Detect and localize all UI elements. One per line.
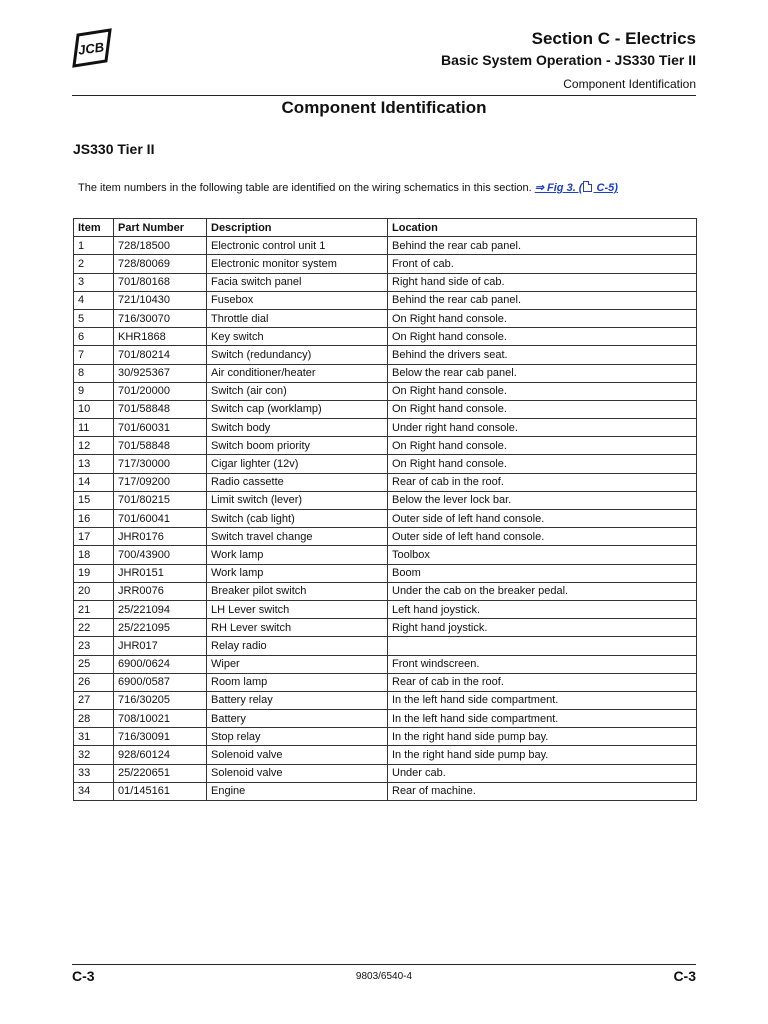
cell-description: LH Lever switch: [207, 600, 388, 618]
cell-item: 7: [74, 346, 114, 364]
cell-item: 3: [74, 273, 114, 291]
cell-location: Rear of machine.: [388, 782, 697, 800]
cell-description: Fusebox: [207, 291, 388, 309]
cell-part-number: 728/18500: [114, 237, 207, 255]
table-row: [74, 746, 697, 764]
table-row: [74, 564, 697, 582]
table-row: [74, 382, 697, 400]
cell-item: 8: [74, 364, 114, 382]
cell-item: 12: [74, 437, 114, 455]
cell-part-number: 728/80069: [114, 255, 207, 273]
cell-item: 6: [74, 328, 114, 346]
cell-part-number: 708/10021: [114, 710, 207, 728]
cell-description: Switch (cab light): [207, 510, 388, 528]
cell-item: 22: [74, 619, 114, 637]
cell-location: Below the lever lock bar.: [388, 491, 697, 509]
intro-text: The item numbers in the following table are identified on the wiring schematics in this section.: [78, 182, 532, 194]
cell-location: Right hand side of cab.: [388, 273, 697, 291]
cell-location: In the left hand side compartment.: [388, 710, 697, 728]
cell-item: 13: [74, 455, 114, 473]
cell-location: Right hand joystick.: [388, 619, 697, 637]
cell-item: 5: [74, 309, 114, 327]
cell-location: Front of cab.: [388, 255, 697, 273]
cell-location: Front windscreen.: [388, 655, 697, 673]
table-row: [74, 528, 697, 546]
cell-location: On Right hand console.: [388, 309, 697, 327]
cell-description: Radio cassette: [207, 473, 388, 491]
cell-part-number: 716/30070: [114, 309, 207, 327]
figure-link[interactable]: [535, 182, 618, 194]
cell-item: 18: [74, 546, 114, 564]
cell-description: Facia switch panel: [207, 273, 388, 291]
table-row: [74, 728, 697, 746]
topic-label: Component Identification: [563, 77, 696, 91]
table-row: [74, 473, 697, 491]
cell-item: 17: [74, 528, 114, 546]
cell-description: Air conditioner/heater: [207, 364, 388, 382]
cell-part-number: 01/145161: [114, 782, 207, 800]
cell-description: Switch cap (worklamp): [207, 400, 388, 418]
table-body: [74, 237, 697, 801]
cell-part-number: 716/30091: [114, 728, 207, 746]
cell-part-number: 25/220651: [114, 764, 207, 782]
footer-divider: [72, 964, 696, 965]
table-row: [74, 582, 697, 600]
cell-part-number: JHR017: [114, 637, 207, 655]
table-row: [74, 437, 697, 455]
cell-item: 10: [74, 400, 114, 418]
cell-description: Solenoid valve: [207, 764, 388, 782]
cell-location: Behind the rear cab panel.: [388, 291, 697, 309]
cell-location: On Right hand console.: [388, 382, 697, 400]
cell-description: Engine: [207, 782, 388, 800]
arrow-icon: ⇒: [534, 182, 544, 194]
page-title: Component Identification: [281, 98, 487, 117]
table-row: [74, 291, 697, 309]
table-row: [74, 419, 697, 437]
cell-description: Cigar lighter (12v): [207, 455, 388, 473]
cell-location: [388, 637, 697, 655]
cell-location: Left hand joystick.: [388, 600, 697, 618]
cell-description: Switch body: [207, 419, 388, 437]
cell-part-number: 25/221094: [114, 600, 207, 618]
table-row: [74, 691, 697, 709]
table-row: [74, 764, 697, 782]
table-row: [74, 328, 697, 346]
cell-description: Breaker pilot switch: [207, 582, 388, 600]
cell-location: Under right hand console.: [388, 419, 697, 437]
table-row: [74, 455, 697, 473]
cell-part-number: 716/30205: [114, 691, 207, 709]
figure-link-label: Fig 3. (: [547, 182, 583, 194]
cell-item: 4: [74, 291, 114, 309]
column-header-part-number: Part Number: [114, 219, 207, 237]
cell-item: 9: [74, 382, 114, 400]
cell-location: Rear of cab in the roof.: [388, 673, 697, 691]
cell-location: Rear of cab in the roof.: [388, 473, 697, 491]
table-row: [74, 673, 697, 691]
document-number: 9803/6540-4: [355, 971, 413, 982]
cell-item: 25: [74, 655, 114, 673]
cell-part-number: 701/80214: [114, 346, 207, 364]
table-row: [74, 510, 697, 528]
cell-item: 32: [74, 746, 114, 764]
cell-item: 31: [74, 728, 114, 746]
cell-location: Outer side of left hand console.: [388, 528, 697, 546]
cell-item: 34: [74, 782, 114, 800]
cell-part-number: JHR0151: [114, 564, 207, 582]
cell-item: 21: [74, 600, 114, 618]
cell-part-number: JRR0076: [114, 582, 207, 600]
cell-location: Under cab.: [388, 764, 697, 782]
table-row: [74, 655, 697, 673]
table-row: [74, 255, 697, 273]
cell-description: RH Lever switch: [207, 619, 388, 637]
cell-part-number: 717/30000: [114, 455, 207, 473]
cell-description: Work lamp: [207, 546, 388, 564]
cell-part-number: 25/221095: [114, 619, 207, 637]
cell-part-number: 701/80168: [114, 273, 207, 291]
cell-description: Wiper: [207, 655, 388, 673]
page-number-right: C-3: [673, 968, 696, 984]
cell-location: Behind the rear cab panel.: [388, 237, 697, 255]
cell-location: Under the cab on the breaker pedal.: [388, 582, 697, 600]
table-row: [74, 782, 697, 800]
cell-item: 20: [74, 582, 114, 600]
table-row: [74, 710, 697, 728]
table-row: [74, 273, 697, 291]
cell-item: 11: [74, 419, 114, 437]
page-number-left: C-3: [72, 968, 95, 984]
cell-location: On Right hand console.: [388, 400, 697, 418]
cell-part-number: 30/925367: [114, 364, 207, 382]
model-heading: JS330 Tier II: [73, 141, 155, 157]
cell-description: Throttle dial: [207, 309, 388, 327]
cell-description: Electronic monitor system: [207, 255, 388, 273]
cell-item: 16: [74, 510, 114, 528]
cell-location: On Right hand console.: [388, 328, 697, 346]
cell-part-number: JHR0176: [114, 528, 207, 546]
cell-part-number: 701/60031: [114, 419, 207, 437]
cell-description: Solenoid valve: [207, 746, 388, 764]
cell-item: 27: [74, 691, 114, 709]
cell-part-number: 700/43900: [114, 546, 207, 564]
cell-description: Electronic control unit 1: [207, 237, 388, 255]
page-icon: [583, 181, 592, 192]
cell-location: Behind the drivers seat.: [388, 346, 697, 364]
cell-part-number: KHR1868: [114, 328, 207, 346]
table-row: [74, 364, 697, 382]
cell-item: 23: [74, 637, 114, 655]
table-row: [74, 491, 697, 509]
cell-item: 2: [74, 255, 114, 273]
cell-part-number: 701/58848: [114, 400, 207, 418]
cell-description: Switch (redundancy): [207, 346, 388, 364]
column-header-description: Description: [207, 219, 388, 237]
cell-part-number: 701/58848: [114, 437, 207, 455]
cell-part-number: 6900/0587: [114, 673, 207, 691]
cell-item: 14: [74, 473, 114, 491]
cell-item: 33: [74, 764, 114, 782]
cell-item: 1: [74, 237, 114, 255]
table-row: [74, 346, 697, 364]
cell-location: Toolbox: [388, 546, 697, 564]
section-title: Section C - Electrics: [531, 29, 696, 48]
cell-location: In the left hand side compartment.: [388, 691, 697, 709]
cell-part-number: 928/60124: [114, 746, 207, 764]
subsection-title: Basic System Operation - JS330 Tier II: [441, 52, 696, 68]
component-table: [73, 218, 697, 801]
cell-location: On Right hand console.: [388, 455, 697, 473]
cell-description: Switch boom priority: [207, 437, 388, 455]
cell-description: Key switch: [207, 328, 388, 346]
column-header-location: Location: [388, 219, 697, 237]
cell-part-number: 701/80215: [114, 491, 207, 509]
cell-location: In the right hand side pump bay.: [388, 746, 697, 764]
jcb-logo: [70, 28, 114, 68]
cell-part-number: 6900/0624: [114, 655, 207, 673]
cell-description: Limit switch (lever): [207, 491, 388, 509]
cell-location: In the right hand side pump bay.: [388, 728, 697, 746]
cell-description: Stop relay: [207, 728, 388, 746]
figure-link-page: C-5): [596, 182, 618, 194]
cell-item: 26: [74, 673, 114, 691]
cell-description: Battery: [207, 710, 388, 728]
cell-description: Switch (air con): [207, 382, 388, 400]
cell-part-number: 701/20000: [114, 382, 207, 400]
cell-part-number: 717/09200: [114, 473, 207, 491]
table-row: [74, 619, 697, 637]
cell-item: 19: [74, 564, 114, 582]
cell-item: 28: [74, 710, 114, 728]
cell-description: Switch travel change: [207, 528, 388, 546]
cell-description: Battery relay: [207, 691, 388, 709]
cell-description: Work lamp: [207, 564, 388, 582]
table-row: [74, 237, 697, 255]
cell-location: Outer side of left hand console.: [388, 510, 697, 528]
column-header-item: Item: [74, 219, 114, 237]
cell-location: On Right hand console.: [388, 437, 697, 455]
cell-part-number: 701/60041: [114, 510, 207, 528]
intro-paragraph: [78, 181, 618, 194]
table-row: [74, 637, 697, 655]
cell-description: Relay radio: [207, 637, 388, 655]
cell-description: Room lamp: [207, 673, 388, 691]
table-row: [74, 600, 697, 618]
cell-item: 15: [74, 491, 114, 509]
table-header-row: [74, 219, 697, 237]
table-row: [74, 309, 697, 327]
table-row: [74, 400, 697, 418]
logo-text: JCB: [77, 39, 105, 58]
cell-location: Below the rear cab panel.: [388, 364, 697, 382]
cell-location: Boom: [388, 564, 697, 582]
table-row: [74, 546, 697, 564]
header-divider: [72, 95, 696, 96]
cell-part-number: 721/10430: [114, 291, 207, 309]
